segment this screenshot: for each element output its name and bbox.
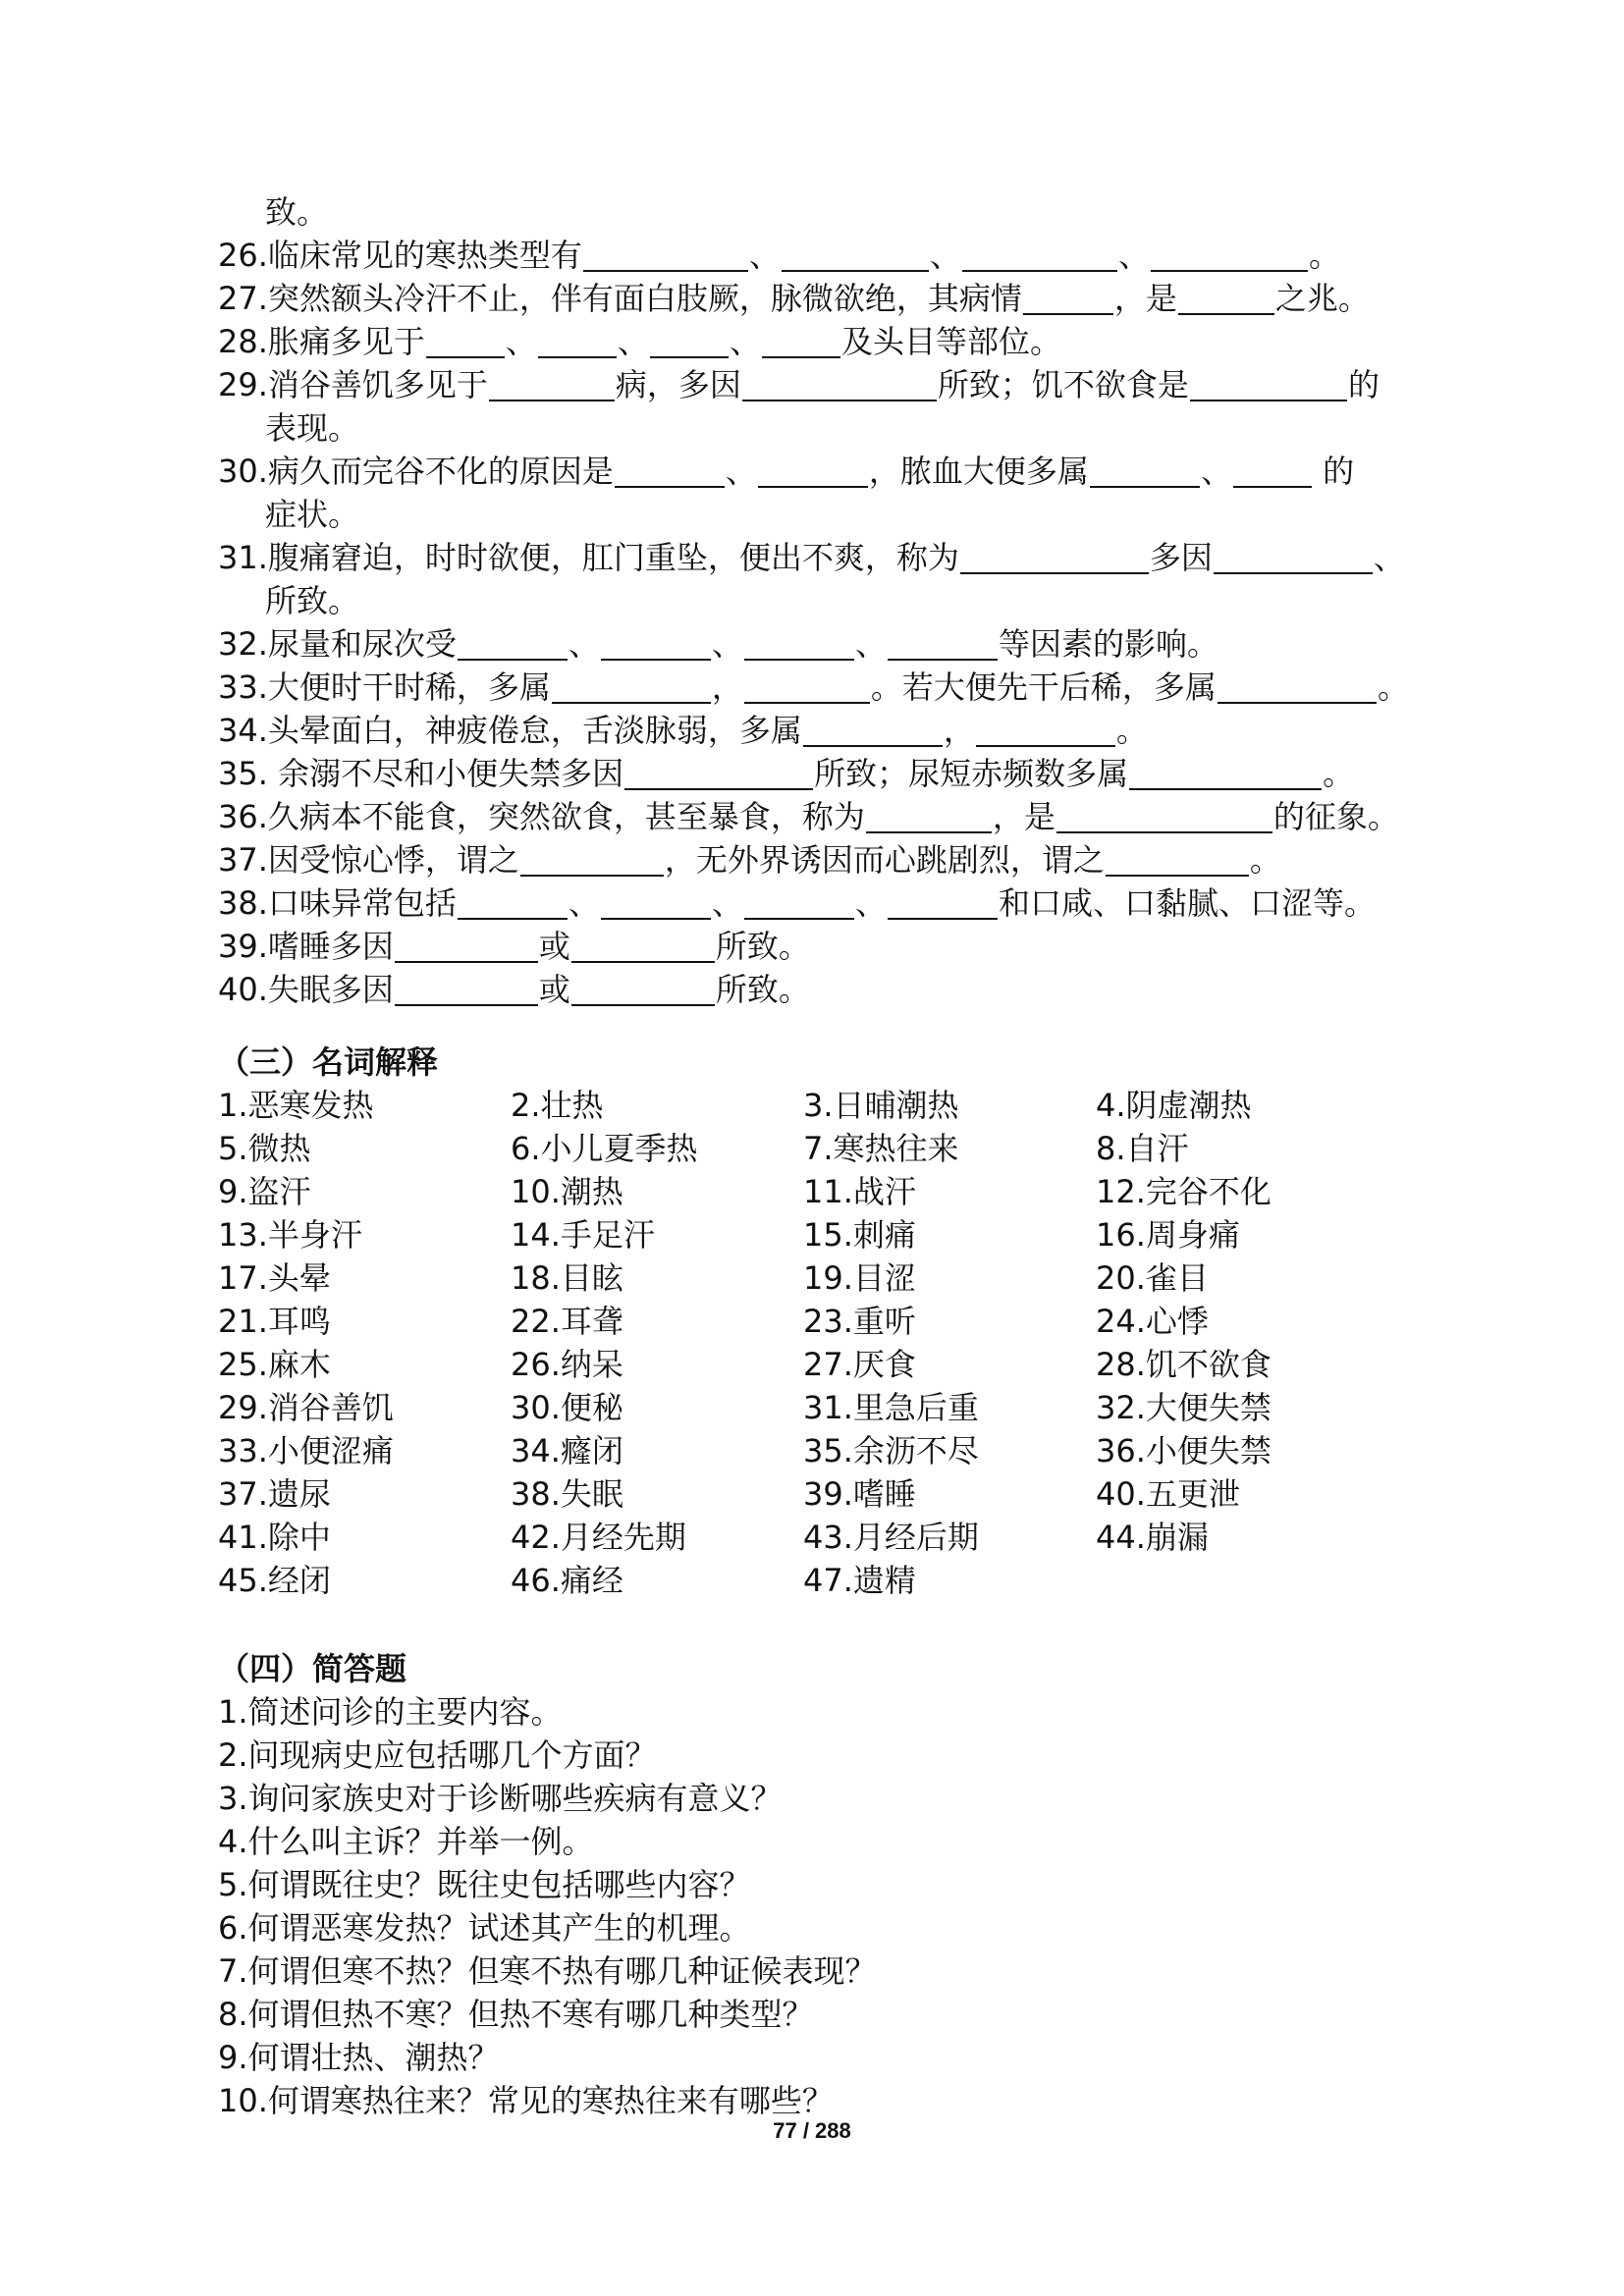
answer-blank[interactable] — [744, 629, 854, 661]
term-item: 43.月经后期 — [803, 1519, 979, 1556]
term-item: 16.周身痛 — [1096, 1216, 1240, 1254]
answer-blank[interactable] — [615, 456, 725, 488]
term-item: 9.盗汗 — [218, 1173, 311, 1210]
question-28: 28.胀痛多见于 、 、 、 及头目等部位。 — [218, 323, 1061, 360]
question-27: 27.突然额头冷汗不止，伴有面白肢厥，脉微欲绝，其病情 ，是 之兆。 — [218, 280, 1370, 317]
term-item: 20.雀目 — [1096, 1259, 1209, 1297]
answer-blank[interactable] — [458, 629, 568, 661]
term-item: 14.手足汗 — [511, 1216, 655, 1254]
short-answer-question: 3.询问家族史对于诊断哪些疾病有意义？ — [218, 1780, 783, 1817]
term-item: 35.余沥不尽 — [803, 1432, 979, 1469]
section-title-short-answer: （四）简答题 — [218, 1650, 407, 1687]
term-item: 40.五更泄 — [1096, 1475, 1240, 1513]
term-item: 13.半身汗 — [218, 1216, 362, 1254]
short-answer-list — [218, 1690, 877, 2122]
question-34: 34.头晕面白，神疲倦怠，舌淡脉弱，多属 ， 。 — [218, 712, 1148, 749]
question-40: 40.失眠多因 或 所致。 — [218, 971, 810, 1008]
term-item: 2.壮热 — [511, 1087, 604, 1124]
term-item: 32.大便失禁 — [1096, 1389, 1272, 1426]
answer-blank[interactable] — [1178, 284, 1274, 315]
term-item: 4.阴虚潮热 — [1096, 1087, 1252, 1124]
term-explanation-grid — [218, 1084, 1435, 1602]
page-number: 77 / 288 — [773, 2118, 851, 2143]
question-26: 26.临床常见的寒热类型有 、 、 、 。 — [218, 237, 1340, 274]
answer-blank[interactable] — [624, 759, 813, 790]
answer-blank[interactable] — [538, 327, 617, 358]
answer-blank[interactable] — [744, 672, 870, 704]
term-item: 34.癃闭 — [511, 1432, 623, 1469]
term-item: 26.纳呆 — [511, 1346, 623, 1383]
question-29: 29.消谷善饥多见于 病，多因 所致；饥不欲食是 的 — [218, 366, 1380, 403]
term-item: 10.潮热 — [511, 1173, 623, 1210]
term-item: 29.消谷善饥 — [218, 1389, 394, 1426]
short-answer-question: 10.何谓寒热往来？常见的寒热往来有哪些？ — [218, 2082, 834, 2119]
short-answer-question: 1.简述问诊的主要内容。 — [218, 1693, 563, 1731]
short-answer-question: 6.何谓恶寒发热？试述其产生的机理。 — [218, 1909, 751, 1947]
term-item: 25.麻木 — [218, 1346, 331, 1383]
term-item: 5.微热 — [218, 1130, 311, 1167]
answer-blank[interactable] — [1106, 845, 1249, 877]
answer-blank[interactable] — [583, 240, 748, 272]
question-32: 32.尿量和尿次受 、 、 、 等因素的影响。 — [218, 625, 1218, 663]
answer-blank[interactable] — [426, 327, 505, 358]
term-item: 21.耳鸣 — [218, 1303, 331, 1340]
answer-blank[interactable] — [552, 672, 711, 704]
question-31-continuation: 所致。 — [265, 582, 360, 619]
answer-blank[interactable] — [489, 370, 615, 401]
term-item: 47.遗精 — [803, 1562, 916, 1599]
term-item: 38.失眠 — [511, 1475, 623, 1513]
term-item: 22.耳聋 — [511, 1303, 623, 1340]
answer-blank[interactable] — [571, 932, 715, 963]
term-item: 12.完谷不化 — [1096, 1173, 1272, 1210]
term-item: 17.头晕 — [218, 1259, 331, 1297]
answer-blank[interactable] — [976, 716, 1115, 747]
term-item: 19.目涩 — [803, 1259, 916, 1297]
short-answer-question: 9.何谓壮热、潮热？ — [218, 2039, 500, 2076]
question-33: 33.大便时干时稀，多属 ， 。若大便先干后稀，多属 。 — [218, 668, 1409, 706]
answer-blank[interactable] — [762, 327, 840, 358]
answer-blank[interactable] — [758, 456, 868, 488]
question-39: 39.嗜睡多因 或 所致。 — [218, 928, 810, 965]
short-answer-question: 5.何谓既往史？既往史包括哪些内容？ — [218, 1866, 751, 1903]
term-item: 31.里急后重 — [803, 1389, 979, 1426]
term-item: 7.寒热往来 — [803, 1130, 959, 1167]
term-item: 27.厌食 — [803, 1346, 916, 1383]
term-item: 24.心悸 — [1096, 1303, 1209, 1340]
short-answer-question: 8.何谓但热不寒？但热不寒有哪几种类型？ — [218, 1996, 814, 2033]
answer-blank[interactable] — [803, 716, 943, 747]
answer-blank[interactable] — [1214, 543, 1373, 574]
answer-blank[interactable] — [960, 543, 1149, 574]
question-37: 37.因受惊心悸，谓之 ，无外界诱因而心跳剧烈，谓之 。 — [218, 841, 1281, 879]
answer-blank[interactable] — [1151, 240, 1308, 272]
answer-blank[interactable] — [571, 975, 715, 1006]
answer-blank[interactable] — [742, 370, 937, 401]
answer-blank[interactable] — [744, 888, 854, 920]
term-item: 45.经闭 — [218, 1562, 331, 1599]
term-item: 15.刺痛 — [803, 1216, 916, 1254]
answer-blank[interactable] — [1190, 370, 1347, 401]
question-31: 31.腹痛窘迫，时时欲便，肛门重坠，便出不爽，称为 多因 、 — [218, 539, 1405, 576]
short-answer-question: 7.何谓但寒不热？但寒不热有哪几种证候表现？ — [218, 1952, 877, 1990]
question-30-continuation: 症状。 — [265, 496, 360, 533]
answer-blank[interactable] — [520, 845, 664, 877]
term-item: 39.嗜睡 — [803, 1475, 916, 1513]
answer-blank[interactable] — [601, 629, 711, 661]
term-item: 1.恶寒发热 — [218, 1087, 374, 1124]
term-item: 46.痛经 — [511, 1562, 623, 1599]
short-answer-question: 2.问现病史应包括哪几个方面？ — [218, 1736, 657, 1774]
answer-blank[interactable] — [866, 802, 992, 833]
question-36: 36.久病本不能食，突然欲食，甚至暴食，称为 ，是 的征象。 — [218, 798, 1399, 835]
term-item: 37.遗尿 — [218, 1475, 331, 1513]
term-item: 11.战汗 — [803, 1173, 916, 1210]
question-38: 38.口味异常包括 、 、 、 和口咸、口黏腻、口涩等。 — [218, 884, 1376, 922]
short-answer-question: 4.什么叫主诉？并举一例。 — [218, 1823, 594, 1860]
question-35: 35. 余溺不尽和小便失禁多因 所致；尿短赤频数多属 。 — [218, 755, 1355, 792]
answer-blank[interactable] — [601, 888, 711, 920]
term-item: 44.崩漏 — [1096, 1519, 1209, 1556]
answer-blank[interactable] — [395, 975, 538, 1006]
term-item: 36.小便失禁 — [1096, 1432, 1272, 1469]
question-29-continuation: 表现。 — [265, 409, 360, 447]
term-item: 33.小便涩痛 — [218, 1432, 394, 1469]
answer-blank[interactable] — [1218, 672, 1377, 704]
term-item: 6.小儿夏季热 — [511, 1130, 698, 1167]
section-title-term-explanation: （三）名词解释 — [218, 1043, 439, 1081]
answer-blank[interactable] — [458, 888, 568, 920]
answer-blank[interactable] — [395, 932, 538, 963]
question-30: 30.病久而完谷不化的原因是 、 ，脓血大便多属 、 的 — [218, 453, 1355, 490]
answer-blank[interactable] — [1023, 284, 1113, 315]
answer-blank[interactable] — [782, 240, 929, 272]
term-item: 30.便秘 — [511, 1389, 623, 1426]
answer-blank[interactable] — [650, 327, 729, 358]
term-item: 8.自汗 — [1096, 1130, 1189, 1167]
term-item: 23.重听 — [803, 1303, 916, 1340]
answer-blank[interactable] — [1090, 456, 1200, 488]
answer-blank[interactable] — [962, 240, 1117, 272]
term-item: 3.日晡潮热 — [803, 1087, 959, 1124]
question-25-continuation: 致。 — [265, 193, 329, 231]
term-item: 42.月经先期 — [511, 1519, 686, 1556]
term-item: 41.除中 — [218, 1519, 331, 1556]
answer-blank[interactable] — [1233, 456, 1312, 488]
term-item: 28.饥不欲食 — [1096, 1346, 1272, 1383]
answer-blank[interactable] — [1129, 759, 1322, 790]
answer-blank[interactable] — [1056, 802, 1272, 833]
answer-blank[interactable] — [888, 888, 998, 920]
answer-blank[interactable] — [888, 629, 998, 661]
term-item: 18.目眩 — [511, 1259, 623, 1297]
